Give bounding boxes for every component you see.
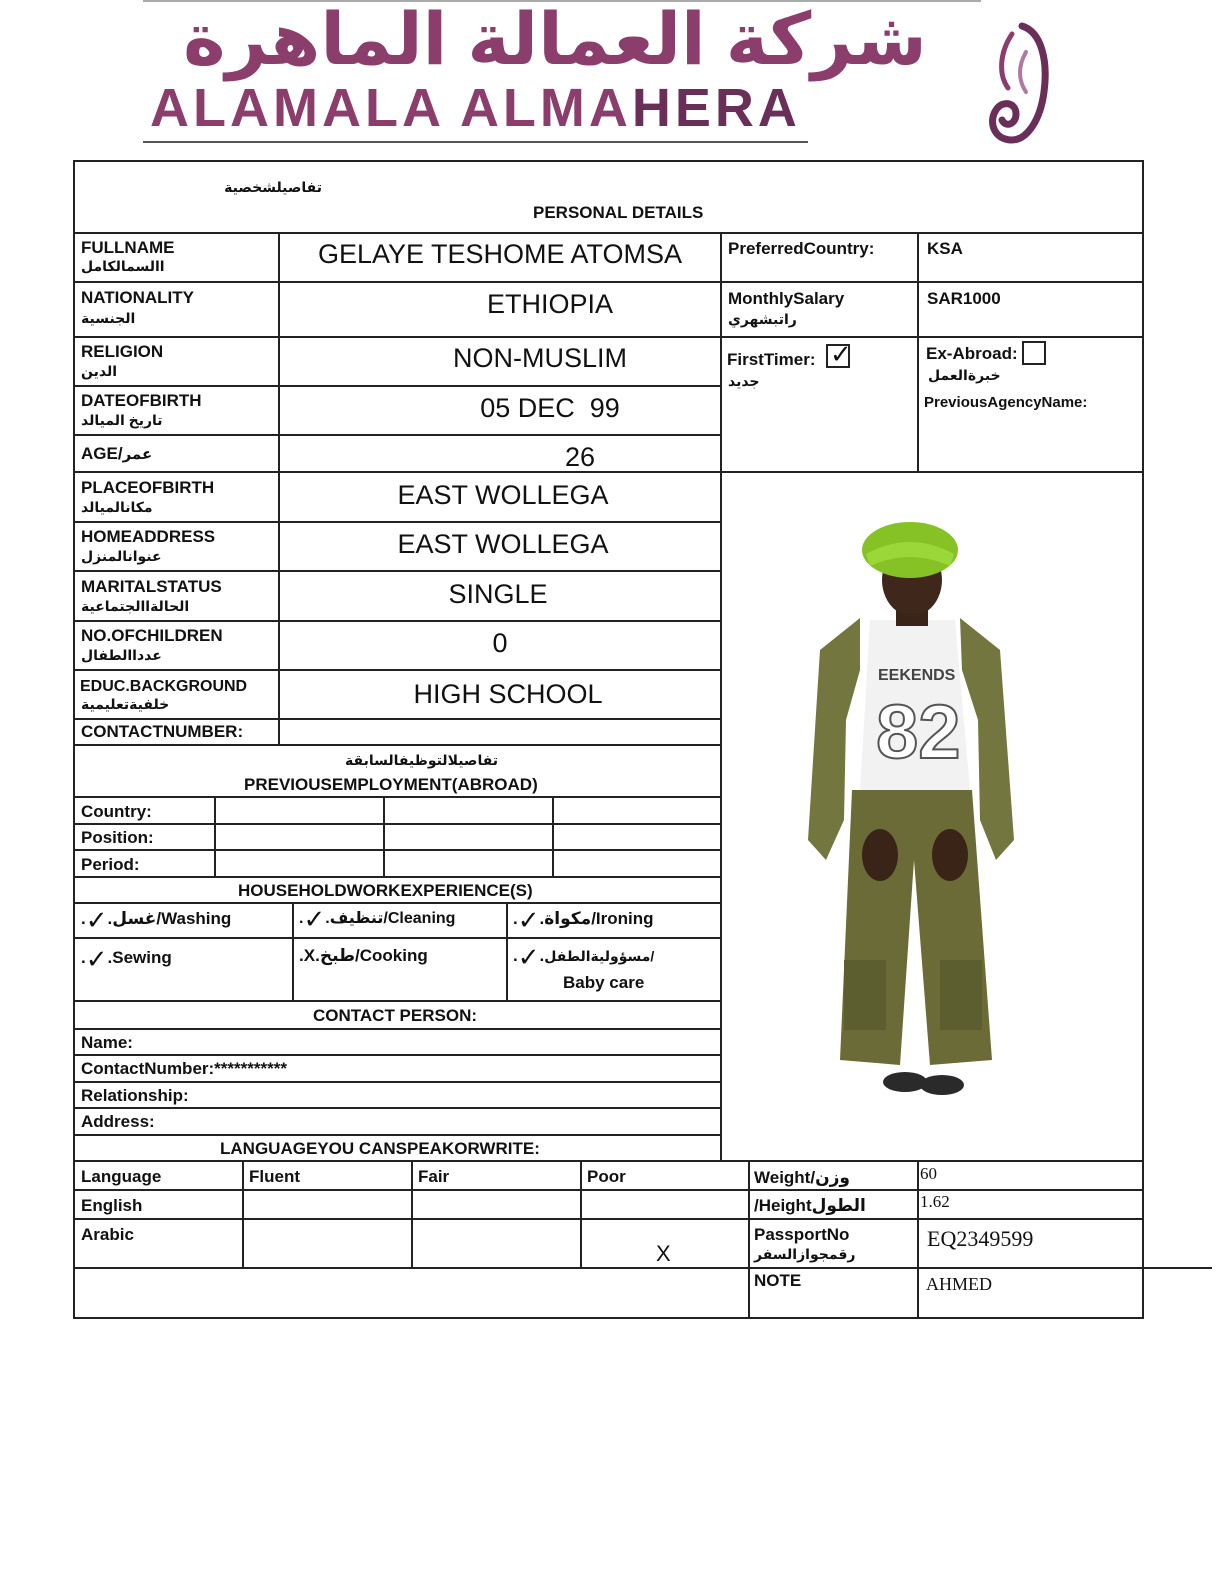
monthly-salary-value: SAR1000 bbox=[927, 289, 1001, 308]
skill-washing-label: غسل/Washing bbox=[112, 909, 232, 928]
field-label-ar: عمر bbox=[122, 446, 153, 463]
skill-cleaning-label: تنظيف/Cleaning bbox=[329, 910, 456, 928]
skill-sewing-label: Sewing bbox=[112, 948, 172, 967]
field-value: HIGH SCHOOL bbox=[413, 679, 603, 709]
lang-header-poor: Poor bbox=[587, 1167, 626, 1186]
contact-person-name: Name: bbox=[81, 1033, 133, 1052]
rule bbox=[73, 385, 722, 387]
height-value: 1.62 bbox=[920, 1192, 950, 1211]
field-label: RELIGION bbox=[81, 342, 164, 361]
lang-header-language: Language bbox=[81, 1167, 162, 1186]
passport-value: EQ2349599 bbox=[927, 1226, 1034, 1251]
lang-row-english: English bbox=[81, 1196, 143, 1215]
rule bbox=[73, 1134, 722, 1136]
svg-text:EEKENDS: EEKENDS bbox=[878, 667, 956, 684]
first-timer-label: FirstTimer: bbox=[727, 350, 816, 369]
skill-babycare: .✓.مسؤوليةالطفل/ bbox=[513, 941, 655, 972]
field-label: PLACEOFBIRTH bbox=[81, 478, 215, 497]
frame-right bbox=[1142, 160, 1144, 1319]
field-label: MARITALSTATUS bbox=[81, 577, 222, 596]
field-label: NO.OFCHILDREN bbox=[81, 626, 223, 645]
cooking-mark: X bbox=[303, 946, 316, 965]
skill-ironing-label: مكواة/Ironing bbox=[544, 909, 654, 928]
contact-person-address: Address: bbox=[81, 1112, 155, 1131]
rule bbox=[383, 796, 385, 877]
weight-value: 60 bbox=[920, 1164, 937, 1183]
lang-arabic-poor-mark: X bbox=[656, 1241, 671, 1266]
rule bbox=[73, 1054, 722, 1056]
field-label: HOMEADDRESS bbox=[81, 527, 216, 546]
rule bbox=[917, 1160, 919, 1318]
rule bbox=[73, 718, 722, 720]
personal-details-title-ar: تفاصيلشخصية bbox=[224, 179, 322, 195]
frame-top bbox=[73, 160, 1144, 162]
rule bbox=[214, 796, 216, 877]
field-label-ar: الحالةاالجتماعية bbox=[81, 598, 190, 614]
logo-emblem-icon bbox=[982, 22, 1050, 144]
rule bbox=[580, 1160, 582, 1268]
rule bbox=[720, 232, 722, 1161]
contact-person-relationship: Relationship: bbox=[81, 1086, 189, 1105]
rule bbox=[73, 1028, 722, 1030]
prev-employment-row-position: Position: bbox=[81, 828, 154, 847]
skill-cooking-label: طبخ/Cooking bbox=[319, 946, 428, 965]
rule bbox=[917, 232, 919, 472]
rule bbox=[73, 521, 722, 523]
field-value: NON-MUSLIM bbox=[453, 343, 627, 373]
household-experience-title: HOUSEHOLDWORKEXPERIENCE(S) bbox=[238, 881, 533, 900]
logo-bottom-rule bbox=[143, 141, 808, 143]
rule bbox=[73, 620, 722, 622]
field-label bbox=[81, 444, 152, 465]
field-label: NATIONALITY bbox=[81, 288, 195, 307]
rule bbox=[411, 1160, 413, 1268]
first-timer-checkbox[interactable] bbox=[826, 339, 852, 369]
contact-person-title: CONTACT PERSON: bbox=[313, 1006, 478, 1025]
candidate-photo bbox=[800, 520, 1025, 1120]
prev-employment-row-country: Country: bbox=[81, 802, 152, 821]
skill-cooking: .X.طبخ/Cooking bbox=[299, 946, 428, 965]
rule bbox=[73, 1218, 1144, 1220]
monthly-salary-label-ar: راتبشهري bbox=[728, 311, 797, 327]
field-label-en: AGE/ bbox=[81, 444, 123, 463]
ex-abroad-checkbox[interactable] bbox=[1022, 341, 1046, 365]
passport-label-ar: رقمجوازالسفر bbox=[754, 1246, 856, 1262]
rule bbox=[506, 902, 508, 1001]
field-label-ar: الدين bbox=[81, 363, 117, 379]
field-value: ETHIOPIA bbox=[486, 289, 614, 319]
rule bbox=[73, 823, 722, 825]
rule bbox=[73, 1081, 722, 1083]
prev-employment-row-period: Period: bbox=[81, 855, 140, 874]
note-label: NOTE bbox=[754, 1271, 802, 1290]
check-icon: ✓ bbox=[85, 904, 108, 935]
rule bbox=[73, 937, 722, 939]
rule bbox=[73, 570, 722, 572]
languages-title: LANGUAGEYOU CANSPEAKORWRITE: bbox=[220, 1139, 540, 1158]
check-icon: ✓ bbox=[830, 339, 852, 369]
field-label-ar: خلفيةتعليمية bbox=[81, 696, 170, 712]
field-label: EDUC.BACKGROUND bbox=[80, 678, 248, 695]
contact-person-number: ContactNumber:*********** bbox=[81, 1059, 287, 1078]
check-icon: ✓ bbox=[517, 904, 540, 935]
preferred-country-label: PreferredCountry: bbox=[728, 239, 875, 258]
ex-abroad-label: Ex-Abroad: bbox=[926, 344, 1018, 363]
check-icon: ✓ bbox=[85, 943, 108, 974]
previous-employment-title-ar: تفاصيلالتوظيفالسابقة bbox=[345, 752, 499, 768]
logo-english-part3: HERA bbox=[631, 78, 801, 138]
rule bbox=[1142, 1267, 1212, 1269]
rule bbox=[73, 902, 722, 904]
check-icon: ✓ bbox=[517, 941, 540, 972]
rule bbox=[748, 1160, 750, 1318]
rule bbox=[73, 434, 722, 436]
field-label-ar: تاريخ الميالد bbox=[81, 412, 163, 428]
previous-employment-title: PREVIOUSEMPLOYMENT(ABROAD) bbox=[244, 775, 538, 794]
field-label-ar: الجنسية bbox=[81, 310, 136, 326]
field-value: 05 DEC 99 bbox=[480, 393, 620, 423]
skill-washing: .✓.غسل/Washing bbox=[81, 904, 232, 935]
ex-abroad-label-ar: خبرةالعمل bbox=[928, 367, 1001, 383]
height-label: /Heightالطول bbox=[754, 1196, 866, 1215]
skill-cleaning: .✓.تنظيف/Cleaning bbox=[299, 904, 456, 934]
field-label-ar: عنوانالمنزل bbox=[81, 548, 162, 564]
logo-english-text bbox=[150, 80, 970, 136]
rule bbox=[73, 849, 722, 851]
rule bbox=[73, 281, 1144, 283]
rule bbox=[73, 336, 1144, 338]
rule bbox=[73, 1107, 722, 1109]
lang-row-arabic: Arabic bbox=[81, 1225, 134, 1244]
field-value: GELAYE TESHOME ATOMSA bbox=[317, 239, 683, 269]
rule bbox=[73, 744, 722, 746]
rule bbox=[73, 1267, 1144, 1269]
skill-sewing: .✓.Sewing bbox=[81, 943, 172, 974]
check-icon: ✓ bbox=[303, 904, 326, 934]
field-value: 26 bbox=[564, 442, 596, 472]
logo-arabic-text: شركة العمالة الماهرة bbox=[183, 0, 927, 80]
field-value: SINGLE bbox=[448, 579, 548, 609]
field-label: CONTACTNUMBER: bbox=[81, 722, 244, 741]
field-value: EAST WOLLEGA bbox=[397, 480, 609, 510]
skill-ironing: .✓.مكواة/Ironing bbox=[513, 904, 654, 935]
field-label-ar: مكانالميالد bbox=[81, 499, 153, 515]
passport-label: PassportNo bbox=[754, 1225, 850, 1244]
field-label: FULLNAME bbox=[81, 238, 175, 257]
rule bbox=[73, 669, 722, 671]
weight-label: Weight/وزن bbox=[754, 1168, 850, 1187]
skill-babycare-label: Baby care bbox=[563, 973, 645, 992]
field-label-ar: عدداالطفال bbox=[81, 647, 162, 663]
rule bbox=[242, 1160, 244, 1268]
first-timer-label-ar: جديد bbox=[728, 373, 760, 389]
previous-agency-label: PreviousAgencyName: bbox=[924, 394, 1088, 411]
field-label-ar: االسمالكامل bbox=[81, 258, 165, 274]
logo-english-part1: ALAMALA bbox=[150, 78, 460, 138]
note-value: AHMED bbox=[926, 1274, 992, 1294]
lang-header-fair: Fair bbox=[418, 1167, 450, 1186]
personal-details-title: PERSONAL DETAILS bbox=[533, 203, 704, 222]
field-value: EAST WOLLEGA bbox=[397, 529, 609, 559]
monthly-salary-label: MonthlySalary bbox=[728, 289, 845, 308]
logo-header bbox=[0, 0, 1224, 150]
skill-babycare-label-ar: مسؤوليةالطفل/ bbox=[544, 948, 655, 964]
logo-english-part2: ALMA bbox=[459, 78, 632, 138]
rule bbox=[552, 796, 554, 877]
field-label: DATEOFBIRTH bbox=[81, 391, 202, 410]
lang-header-fluent: Fluent bbox=[249, 1167, 300, 1186]
rule bbox=[73, 796, 722, 798]
rule bbox=[292, 902, 294, 1001]
frame-bottom bbox=[73, 1317, 1144, 1319]
preferred-country-value: KSA bbox=[927, 239, 963, 258]
rule bbox=[73, 1000, 722, 1002]
field-value: 0 bbox=[492, 628, 508, 658]
frame-left bbox=[73, 160, 75, 1319]
rule bbox=[73, 232, 1144, 234]
svg-text:82: 82 bbox=[876, 690, 961, 775]
rule bbox=[73, 876, 722, 878]
rule bbox=[73, 1189, 1144, 1191]
rule bbox=[73, 1160, 1144, 1162]
